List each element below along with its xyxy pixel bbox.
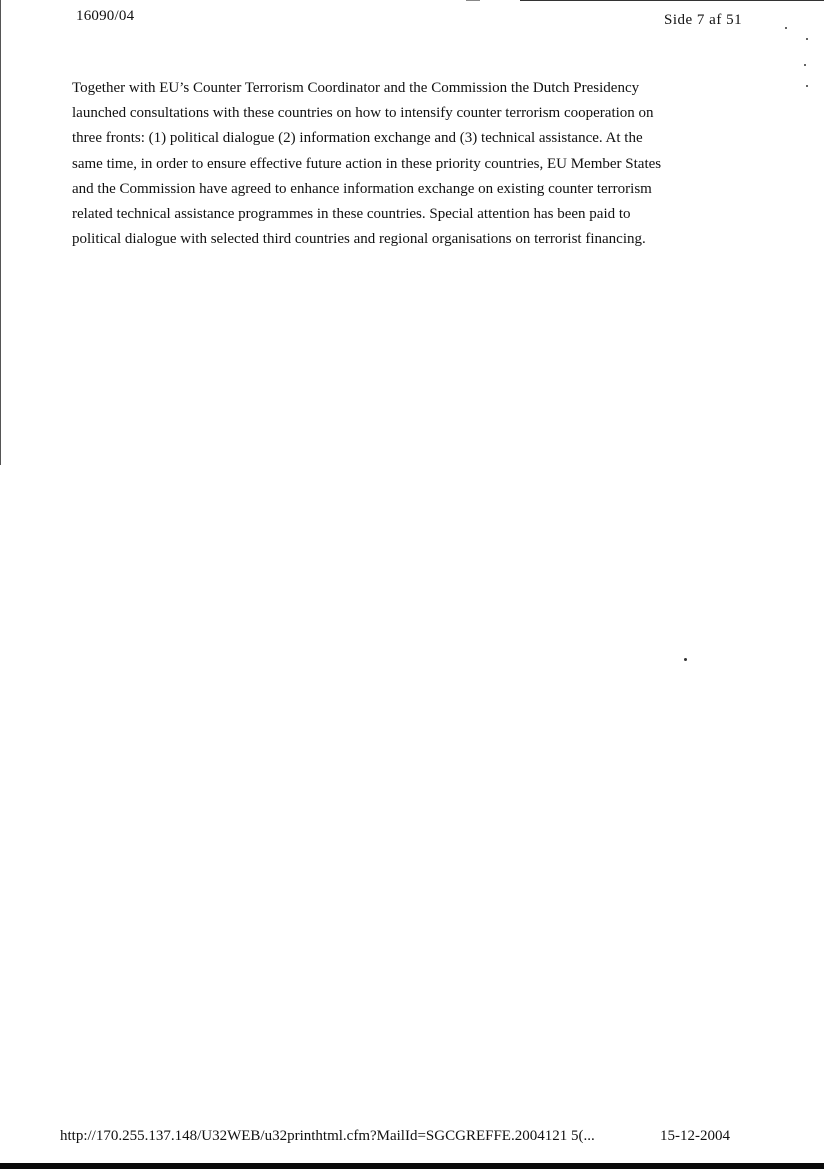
paragraph-line: three fronts: (1) political dialogue (2) information exchange and (3) technical assistance. At the — [72, 130, 643, 147]
scan-top-rule — [520, 0, 824, 1]
scan-speck — [684, 658, 687, 661]
scan-left-edge — [0, 0, 1, 465]
paragraph-line: and the Commission have agreed to enhance information exchange on existing counter terrorism — [72, 180, 652, 197]
document-number: 16090/04 — [76, 8, 135, 24]
scan-bottom-edge — [0, 1163, 824, 1169]
scan-speck — [806, 85, 808, 87]
paragraph-line: same time, in order to ensure effective future action in these priority countries, EU Member States — [72, 155, 662, 172]
body-paragraph — [72, 76, 737, 252]
scan-speck — [806, 38, 808, 40]
page-indicator: Side 7 af 51 — [664, 12, 743, 28]
scan-speck — [804, 64, 806, 66]
paragraph-line: launched consultations with these countries on how to intensify counter terrorism cooperation on — [72, 105, 654, 122]
paragraph-line: Together with EU’s Counter Terrorism Coordinator and the Commission the Dutch Presidency — [72, 80, 640, 96]
footer-url: http://170.255.137.148/U32WEB/u32printhtml.cfm?MailId=SGCGREFFE.2004121 5(... — [60, 1128, 595, 1144]
scan-speck — [785, 27, 787, 29]
paragraph-line: related technical assistance programmes in these countries. Special attention has been paid to — [72, 206, 631, 223]
paragraph-line: political dialogue with selected third countries and regional organisations on terrorist financing. — [72, 231, 646, 248]
footer-date: 15-12-2004 — [660, 1128, 730, 1144]
scan-top-mark — [466, 0, 480, 1]
